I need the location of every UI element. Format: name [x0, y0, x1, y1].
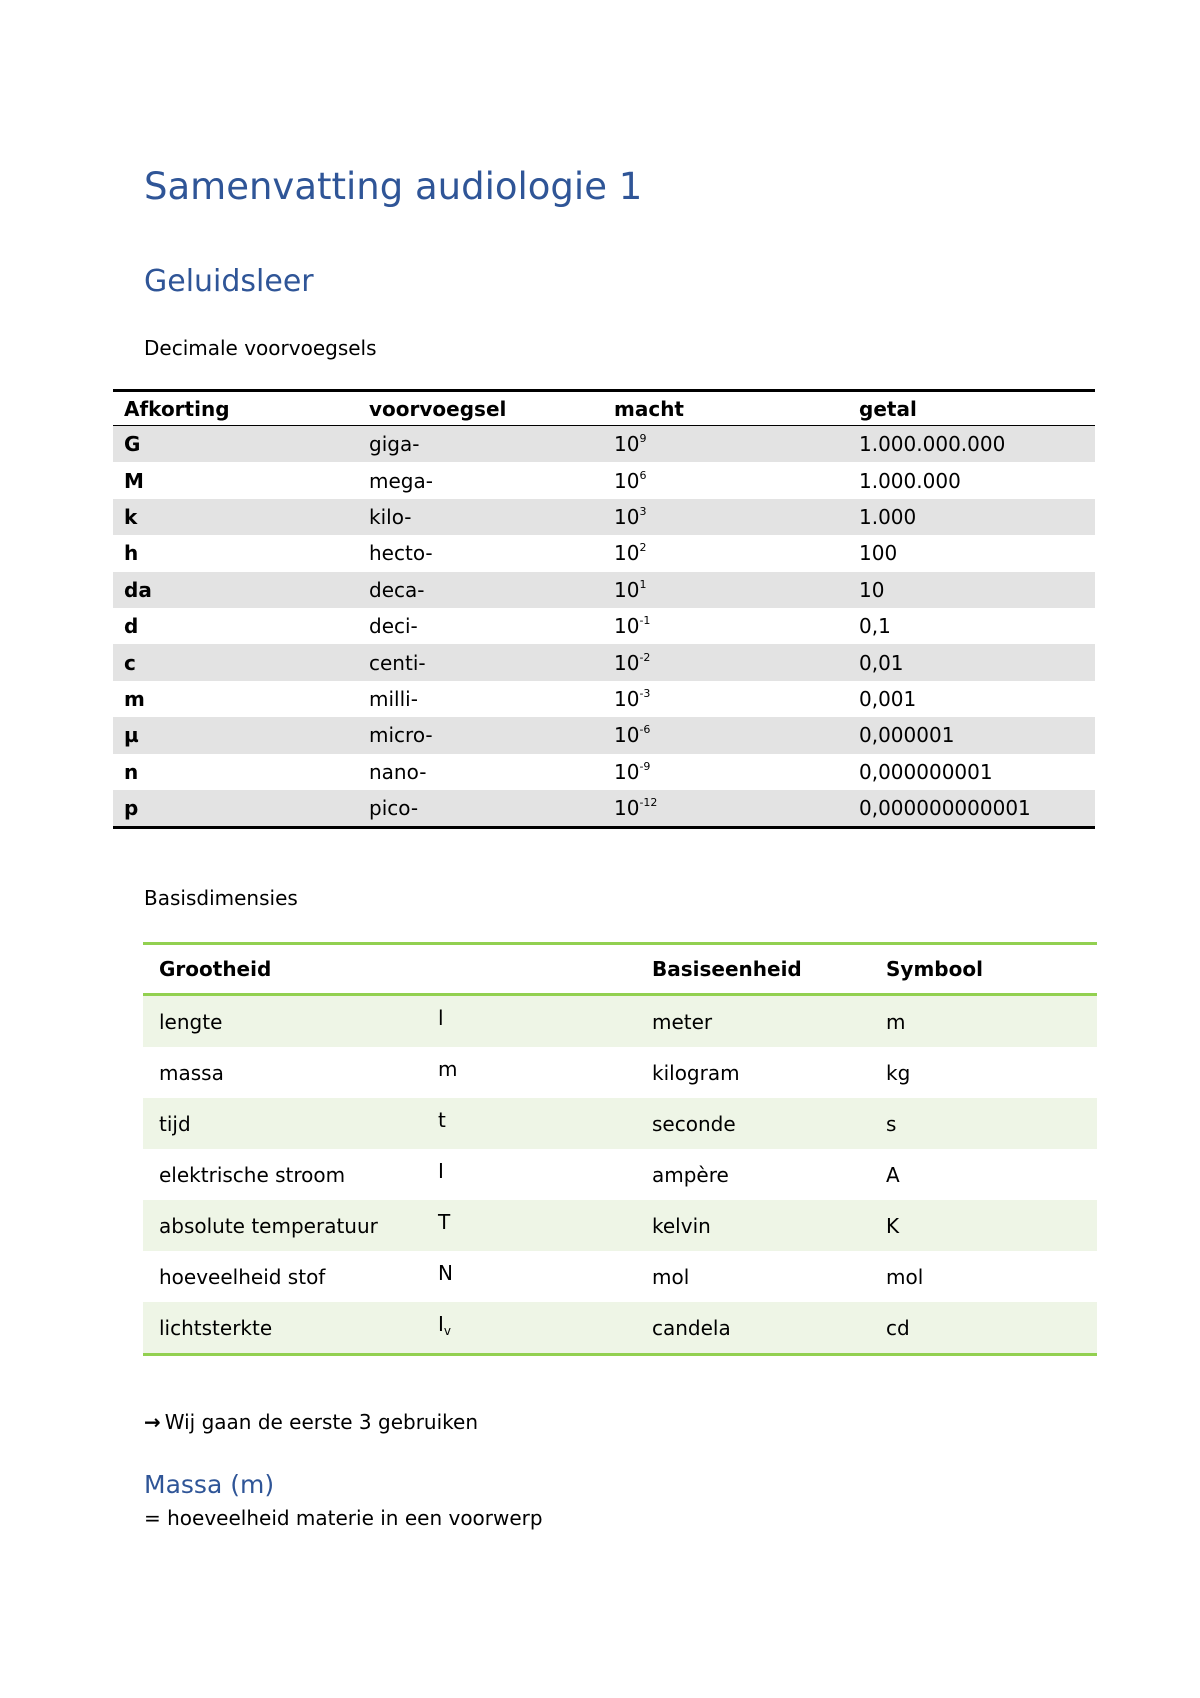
dim-quantity: massa: [159, 1060, 224, 1085]
prefix-abbreviation: µ: [124, 723, 139, 748]
dim-symbol-letter: l: [438, 1006, 444, 1030]
prefix-value: 0,000001: [859, 723, 955, 748]
power-base: 10: [614, 468, 640, 493]
dim-symbol-subscript: v: [443, 1324, 452, 1338]
prefix-header-number: getal: [859, 396, 917, 421]
dim-base-unit: meter: [652, 1009, 713, 1034]
prefix-value: 0,01: [859, 650, 904, 675]
prefix-power: [603, 608, 848, 644]
prefix-power: [603, 790, 848, 828]
dim-base-unit: kilogram: [652, 1060, 740, 1085]
power-base: 10: [614, 759, 640, 784]
prefix-name: micro-: [369, 723, 433, 748]
table-row: [113, 499, 1095, 535]
mass-heading: Massa (m): [144, 1470, 275, 1499]
prefix-abbreviation: da: [124, 577, 152, 602]
power-base: 10: [614, 541, 640, 566]
power-exponent: 1: [639, 577, 647, 591]
dim-symbol-letter: I: [438, 1159, 444, 1183]
table-row: [143, 1200, 1097, 1251]
power-base: 10: [614, 504, 640, 529]
dim-header-quantity: Grootheid: [159, 957, 272, 981]
prefix-abbreviation: d: [124, 614, 139, 639]
table-row: [113, 754, 1095, 790]
prefix-abbreviation: n: [124, 759, 139, 784]
table-row: [113, 462, 1095, 498]
usage-note-text: Wij gaan de eerste 3 gebruiken: [164, 1410, 479, 1434]
table-row: [143, 995, 1097, 1048]
arrow-right-icon: →: [144, 1410, 161, 1434]
prefix-value: 0,1: [859, 614, 891, 639]
dim-symbol: [422, 1047, 636, 1098]
dim-unit-symbol: s: [886, 1111, 897, 1136]
table-row: [143, 1149, 1097, 1200]
prefix-name: milli-: [369, 686, 418, 711]
dim-quantity: hoeveelheid stof: [159, 1264, 326, 1289]
dim-symbol: [422, 1149, 636, 1200]
base-dimensions-table: [143, 942, 1097, 1356]
dim-header-symbol: [422, 944, 636, 995]
dim-base-unit: ampère: [652, 1162, 729, 1187]
dim-quantity: lichtsterkte: [159, 1315, 273, 1340]
dim-symbol-letter: T: [438, 1210, 451, 1234]
power-exponent: 9: [639, 432, 647, 446]
prefix-table: [113, 389, 1095, 829]
dim-symbol: [422, 1251, 636, 1302]
prefix-abbreviation: M: [124, 468, 144, 493]
dimensions-table-caption: Basisdimensies: [144, 886, 298, 910]
prefix-name: hecto-: [369, 541, 433, 566]
prefix-power: [603, 462, 848, 498]
table-row: [113, 535, 1095, 571]
dim-quantity: tijd: [159, 1111, 191, 1136]
prefix-abbreviation: c: [124, 650, 136, 675]
power-base: 10: [614, 796, 640, 821]
power-base: 10: [614, 650, 640, 675]
prefix-power: [603, 499, 848, 535]
dim-unit-symbol: m: [886, 1009, 906, 1034]
dim-unit-symbol: mol: [886, 1264, 924, 1289]
dim-header-base-unit: Basiseenheid: [652, 957, 802, 981]
power-exponent: 3: [639, 504, 647, 518]
prefix-header-prefix: voorvoegsel: [369, 396, 507, 421]
dim-quantity: lengte: [159, 1009, 223, 1034]
dim-symbol: [422, 1302, 636, 1355]
power-exponent: -12: [639, 796, 658, 810]
dim-symbol-letter: I: [438, 1312, 444, 1336]
dimensions-table-header-row: [143, 944, 1097, 995]
prefix-header-abbreviation: Afkorting: [124, 396, 230, 421]
dim-unit-symbol: kg: [886, 1060, 911, 1085]
power-base: 10: [614, 577, 640, 602]
prefix-abbreviation: G: [124, 432, 141, 457]
prefix-name: mega-: [369, 468, 433, 493]
power-exponent: -9: [639, 759, 651, 773]
prefix-power: [603, 572, 848, 608]
dim-symbol-letter: N: [438, 1261, 453, 1285]
table-row: [113, 644, 1095, 680]
prefix-abbreviation: h: [124, 541, 139, 566]
prefix-power: [603, 644, 848, 680]
dim-base-unit: seconde: [652, 1111, 736, 1136]
power-exponent: -3: [639, 686, 651, 700]
table-row: [113, 717, 1095, 753]
dim-base-unit: kelvin: [652, 1213, 711, 1238]
dim-quantity: absolute temperatuur: [159, 1213, 378, 1238]
prefix-name: deca-: [369, 577, 425, 602]
prefix-value: 1.000: [859, 504, 917, 529]
prefix-name: centi-: [369, 650, 426, 675]
power-exponent: -1: [639, 614, 651, 628]
prefix-power: [603, 754, 848, 790]
power-exponent: -2: [639, 650, 651, 664]
power-exponent: -6: [639, 723, 651, 737]
table-row: [113, 681, 1095, 717]
dim-unit-symbol: A: [886, 1162, 900, 1187]
prefix-abbreviation: m: [124, 686, 145, 711]
prefix-value: 0,001: [859, 686, 917, 711]
section-heading: Geluidsleer: [144, 264, 314, 299]
prefix-table-caption: Decimale voorvoegsels: [144, 336, 377, 360]
dim-base-unit: candela: [652, 1315, 731, 1340]
dim-unit-symbol: cd: [886, 1315, 910, 1340]
power-base: 10: [614, 614, 640, 639]
table-row: [143, 1098, 1097, 1149]
prefix-power: [603, 717, 848, 753]
dim-quantity: elektrische stroom: [159, 1162, 346, 1187]
dim-unit-symbol: K: [886, 1213, 900, 1238]
usage-note: [144, 1410, 478, 1434]
prefix-table-header-row: [113, 391, 1095, 426]
dim-header-unit-symbol: Symbool: [886, 957, 983, 981]
prefix-header-power: macht: [614, 396, 684, 421]
table-row: [113, 426, 1095, 463]
table-row: [143, 1302, 1097, 1355]
prefix-value: 0,000000001: [859, 759, 993, 784]
prefix-power: [603, 681, 848, 717]
document-title: Samenvatting audiologie 1: [144, 165, 643, 208]
power-exponent: 6: [639, 468, 647, 482]
dim-symbol-letter: m: [438, 1057, 458, 1081]
mass-definition: = hoeveelheid materie in een voorwerp: [144, 1506, 543, 1530]
prefix-name: kilo-: [369, 504, 412, 529]
prefix-abbreviation: k: [124, 504, 138, 529]
power-base: 10: [614, 432, 640, 457]
prefix-value: 1.000.000.000: [859, 432, 1006, 457]
dim-symbol: [422, 995, 636, 1048]
dim-symbol-letter: t: [438, 1108, 446, 1132]
dim-base-unit: mol: [652, 1264, 690, 1289]
table-row: [113, 608, 1095, 644]
prefix-value: 0,000000000001: [859, 796, 1031, 821]
table-row: [143, 1047, 1097, 1098]
prefix-power: [603, 535, 848, 571]
table-row: [113, 572, 1095, 608]
prefix-power: [603, 426, 848, 463]
dim-symbol: [422, 1200, 636, 1251]
power-exponent: 2: [639, 541, 647, 555]
prefix-name: giga-: [369, 432, 420, 457]
prefix-name: deci-: [369, 614, 418, 639]
prefix-name: nano-: [369, 759, 427, 784]
prefix-value: 1.000.000: [859, 468, 961, 493]
power-base: 10: [614, 686, 640, 711]
table-row: [143, 1251, 1097, 1302]
prefix-name: pico-: [369, 796, 419, 821]
prefix-abbreviation: p: [124, 796, 139, 821]
dim-symbol: [422, 1098, 636, 1149]
table-row: [113, 790, 1095, 828]
prefix-value: 10: [859, 577, 885, 602]
prefix-value: 100: [859, 541, 898, 566]
power-base: 10: [614, 723, 640, 748]
